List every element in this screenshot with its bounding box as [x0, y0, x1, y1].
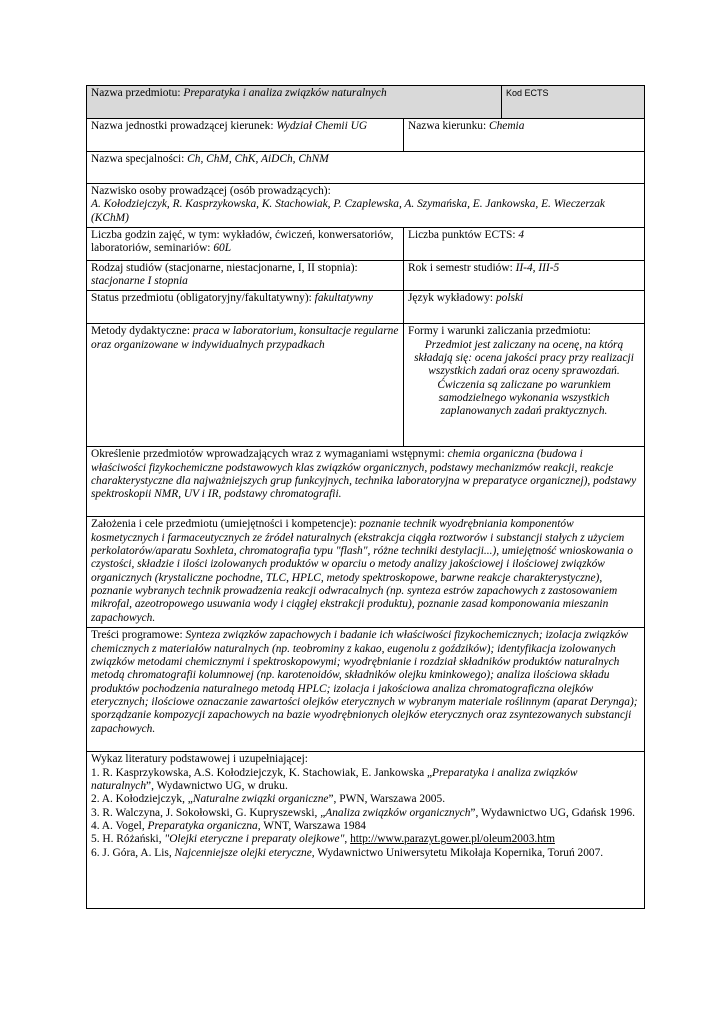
row-subject [87, 86, 645, 119]
row-teachers [87, 184, 645, 228]
year-value: II-4, III-5 [515, 261, 560, 274]
literature-item-1: 1. R. Kasprzykowska, A.S. Kołodziejczyk, K. Stachowiak, E. Jankowska „Preparatyka i analiza związków naturalnych”, Wydawnictwo UG, w druku. [91, 766, 578, 793]
course-syllabus [86, 85, 644, 909]
row-content [87, 628, 645, 752]
literature-link[interactable]: http://www.parazyt.gower.pl/oleum2003.htm [350, 833, 555, 846]
row-methods [87, 324, 645, 447]
hours-label: Liczba godzin zajęć, w tym: wykładów, ćwiczeń, konwersatoriów, laboratoriów, seminariów: [91, 228, 394, 255]
row-goals [87, 517, 645, 628]
prerequisites-cell [87, 447, 645, 517]
hours-cell [87, 227, 404, 260]
spec-value: Ch, ChM, ChK, AiDCh, ChNM [187, 153, 329, 165]
goals-label: Założenia i cele przedmiotu (umiejętności i kompetencje): [91, 518, 360, 531]
language-label: Język wykładowy: [408, 292, 496, 305]
ects-points-label: Liczba punktów ECTS: [408, 228, 519, 241]
unit-value: Wydział Chemii UG [276, 120, 368, 132]
literature-cell [87, 752, 645, 909]
assessment-cell [404, 324, 645, 447]
literature-item-4: 4. A. Vogel, Preparatyka organiczna, WNT, Warszawa 1984 [91, 819, 366, 832]
ects-points-cell [404, 227, 645, 260]
literature-label: Wykaz literatury podstawowej i uzupełniającej: [91, 753, 308, 766]
teachers-value: A. Kołodziejczyk, R. Kasprzykowska, K. Stachowiak, P. Czaplewska, A. Szymańska, E. Jankowska, E. Wieczerzak (KChM) [91, 198, 605, 224]
ects-points-value: 4 [518, 228, 525, 241]
year-label: Rok i semestr studiów: [408, 261, 516, 274]
row-hours [87, 227, 645, 260]
study-type-label: Rodzaj studiów (stacjonarne, niestacjonarne, I, II stopnia): [91, 261, 358, 274]
row-status [87, 291, 645, 324]
teachers-label: Nazwisko osoby prowadzącej (osób prowadzących): [91, 185, 331, 197]
prerequisites-value: chemia organiczna (budowa i właściwości fizykochemiczne podstawowych klas związków organicznych, podstawy mechanizmów reakcji, reakcje charakterystyczne dla najważniejszych grup funkcyjnych, technika laboratoryjna w preparatyce organicznej), podstawy spektroskopii NMR, UV i IR, podstawy chromatografii. [91, 448, 637, 501]
field-value: Chemia [488, 120, 525, 132]
language-value: polski [495, 292, 524, 305]
row-study-type [87, 260, 645, 291]
field-label: Nazwa kierunku: [408, 120, 489, 132]
hours-value: 60L [213, 242, 232, 255]
row-specialization [87, 152, 645, 184]
literature-item-5: 5. H. Różański, "Olejki eteryczne i preparaty olejkowe", http://www.parazyt.gower.pl/oleum2003.htm [91, 833, 555, 846]
goals-value: poznanie technik wyodrębniania komponentów kosmetycznych i farmaceutycznych ze źródeł naturalnych (ekstrakcja ciągła roztworów i substancji stałych z użyciem perkolatorów/aparatu Soxhleta, chromatografia typu "flash", różne techniki destylacji...), umiejętność wnioskowania o czystości, składzie i ilości izolowanych produktów w oparciu o metody analizy jakościowej i ilościowej związków organicznych (krystaliczne pochodne, TLC, HPLC, metody spektroskopowe, barwne reakcje charakterystyczne), poznanie wybranych technik prowadzenia reakcji odwracalnych (np. synteza estrów zapachowych z zastosowaniem mikrofal, azeotropowego usuwania wody i ciągłej ekstrakcji produktu), poznanie zasad komponowania mieszanin zapachowych. [91, 518, 633, 624]
subject-cell [87, 86, 502, 119]
literature-item-2: 2. A. Kołodziejczyk, „Naturalne związki organiczne”, PWN, Warszawa 2005. [91, 793, 446, 806]
status-value: fakultatywny [314, 292, 373, 305]
ects-code-cell [502, 86, 645, 119]
assessment-label: Formy i warunki zaliczania przedmiotu: [408, 325, 591, 338]
spec-label: Nazwa specjalności: [91, 153, 188, 165]
literature-item-6: 6. J. Góra, A. Lis, Najcenniejsze olejki eteryczne, Wydawnictwo Uniwersytetu Mikołaja Kopernika, Toruń 2007. [91, 846, 604, 859]
content-value: Synteza związków zapachowych i badanie ich właściwości fizykochemicznych; izolacja związków chemicznych z materiałów naturalnych (np. teobrominy z kakao, eugenolu z goździków); identyfikacja izolowanych związków metodami chemicznymi i spektroskopowymi; wyodrębnianie i rozdział składników produktów naturalnych metodą chromatografii kolumnowej (np. karotenoidów, składników olejku kminkowego); analiza ilościowa składu produktów pochodzenia naturalnego metodą HPLC; izolacja i jakościowa analiza chromatograficzna olejków eterycznych; ilościowe oznaczanie zawartości olejków eterycznych w wybranym materiale roślinnym (aparat Derynga); sporządzanie kompozycji zapachowych na bazie wyodrębnionych olejków eterycznych oraz zsyntezowanych substancji zapachowych. [91, 629, 638, 735]
literature-item-3: 3. R. Walczyna, J. Sokołowski, G. Kupryszewski, „Analiza związków organicznych”, Wydawnictwo UG, Gdańsk 1996. [91, 806, 635, 819]
assessment-value: Przedmiot jest zaliczany na ocenę, na którą składają się: ocena jakości pracy przy realizacji wszystkich zadań oraz oceny sprawozdań. Ćwiczenia są zaliczane po warunkiem samodzielnego wykonania wszystkich zaplanowanych zadań praktycznych. [414, 338, 634, 418]
row-unit [87, 119, 645, 152]
goals-cell [87, 517, 645, 628]
year-cell [404, 260, 645, 291]
field-cell [404, 119, 645, 152]
methods-label: Metody dydaktyczne: [91, 325, 193, 338]
methods-value: praca w laboratorium, konsultacje regularne oraz organizowane w indywidualnych przypadkach [91, 325, 399, 351]
status-label: Status przedmiotu (obligatoryjny/fakultatywny): [91, 292, 315, 305]
row-prerequisites [87, 447, 645, 517]
language-cell [404, 291, 645, 324]
ects-code-label: Kod ECTS [506, 88, 549, 98]
prerequisites-label: Określenie przedmiotów wprowadzających wraz z wymaganiami wstępnymi: [91, 448, 448, 461]
subject-label: Nazwa przedmiotu: [91, 87, 184, 99]
row-literature [87, 752, 645, 909]
syllabus-table [86, 85, 645, 909]
status-cell [87, 291, 404, 324]
spec-cell [87, 152, 645, 184]
teachers-cell [87, 184, 645, 228]
unit-cell [87, 119, 404, 152]
study-type-cell [87, 260, 404, 291]
methods-cell [87, 324, 404, 447]
content-cell [87, 628, 645, 752]
unit-label: Nazwa jednostki prowadzącej kierunek: [91, 120, 277, 132]
study-type-value: stacjonarne I stopnia [91, 275, 188, 288]
subject-value: Preparatyka i analiza związków naturalnych [183, 87, 387, 99]
content-label: Treści programowe: [91, 629, 186, 642]
